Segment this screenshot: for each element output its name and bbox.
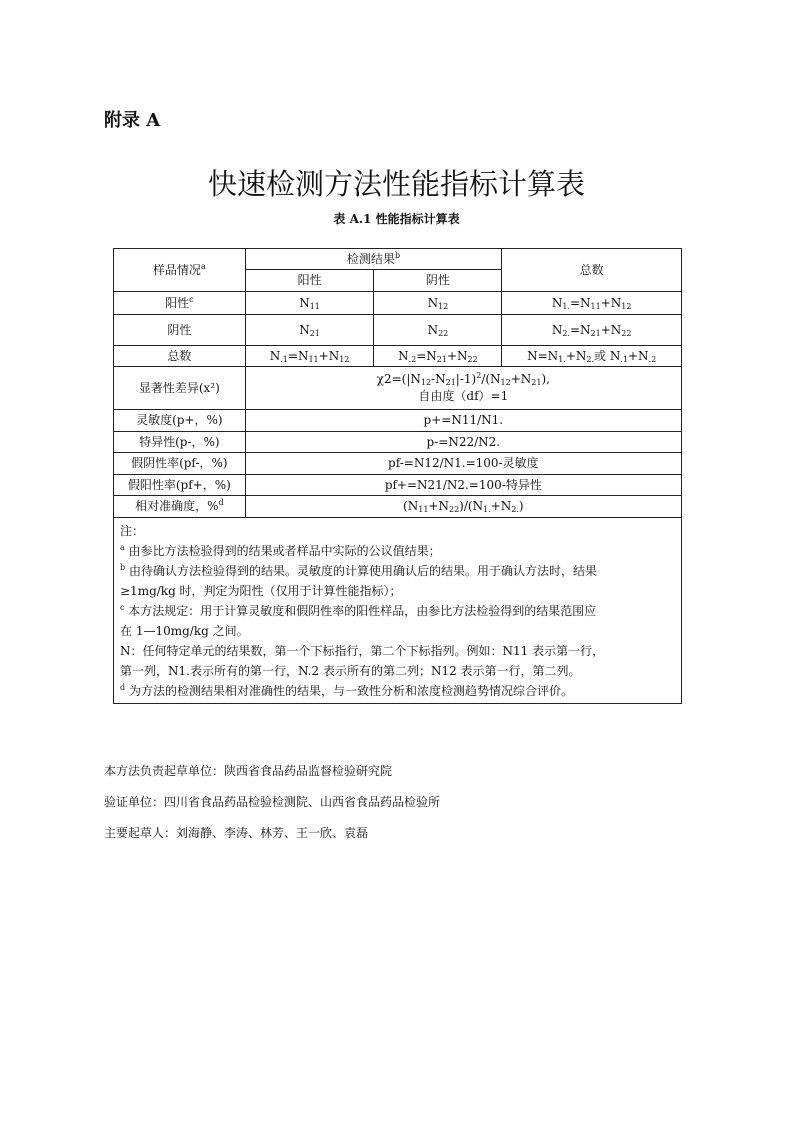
table-row <box>114 453 682 475</box>
note-n-cont: 第一列，N1.表示所有的第一行，N.2 表示所有的第二列；N12 表示第一行，第二列。 <box>120 664 581 678</box>
note-d <box>120 681 675 701</box>
cell-text: =N <box>287 348 309 363</box>
cell-sub: 12 <box>420 378 432 387</box>
cell-sub: 12 <box>438 301 449 311</box>
cell-text: N <box>299 295 310 310</box>
drafting-unit: 本方法负责起草单位：陕西省食品药品监督检验研究院 <box>104 764 393 778</box>
accuracy-formula <box>245 496 681 518</box>
cell-col1-total <box>245 346 374 367</box>
cell-text: ), <box>541 372 550 386</box>
cell-sub: 12 <box>500 378 511 387</box>
positive-col-header: 阳性 <box>245 270 374 292</box>
cell-text: +N <box>490 499 512 513</box>
cell-text: N <box>299 322 310 337</box>
cell-sub: 11 <box>418 505 429 514</box>
cell-n2-total <box>502 315 682 346</box>
cell-sub: 2. <box>586 354 595 364</box>
cell-text: N=N <box>527 348 559 363</box>
accuracy-footnote: d <box>218 498 224 507</box>
cell-sub: 11 <box>590 301 601 311</box>
cell-sub: 11 <box>308 354 319 364</box>
cell-text: +N <box>446 348 468 363</box>
table-row <box>114 432 682 453</box>
sample-header: 样品情况 <box>152 262 201 277</box>
cell-sub: 12 <box>339 354 350 364</box>
cell-sub: 21 <box>436 354 447 364</box>
notes-heading: 注： <box>120 524 145 538</box>
result-header-cell <box>245 249 502 270</box>
cell-text: =N <box>569 295 591 310</box>
significance-formula <box>245 367 681 410</box>
note-mark: d <box>120 683 126 692</box>
cell-sub: 22 <box>621 328 632 338</box>
cell-sub: 2. <box>511 505 519 514</box>
cell-n22 <box>374 315 502 346</box>
cell-n21 <box>245 315 374 346</box>
row-label-false-negative: 假阴性率(pf-，%) <box>114 453 246 475</box>
note-text: 由参比方法检验得到的结果或者样品中实际的公议值结果； <box>124 544 441 558</box>
verification-unit: 验证单位：四川省食品药品检验检测院、山西省食品药品检验所 <box>104 795 441 809</box>
table-row <box>114 475 682 496</box>
cell-sub: 2. <box>562 328 570 338</box>
result-header: 检测结果 <box>346 251 395 266</box>
page-title: 快速检测方法性能指标计算表 <box>207 167 585 201</box>
cell-sub: 1. <box>558 354 566 364</box>
performance-table <box>113 248 682 704</box>
cell-text: +N <box>600 295 622 310</box>
cell-sub: .1 <box>280 354 288 364</box>
table-row <box>114 292 682 315</box>
notes-row <box>114 518 682 704</box>
header-row <box>114 249 682 270</box>
cell-n1-total <box>502 292 682 315</box>
cell-sup: 2 <box>476 371 482 380</box>
cell-text: +N <box>510 372 532 386</box>
negative-col-header: 阴性 <box>374 270 502 292</box>
row-label-accuracy <box>114 496 246 518</box>
cell-text: 或 N <box>594 348 621 363</box>
cell-sub: .1 <box>620 354 628 364</box>
note-a <box>120 541 675 561</box>
cell-sub: 21 <box>309 328 320 338</box>
cell-sub: 12 <box>621 301 632 311</box>
cell-text: =N <box>569 322 591 337</box>
cell-text: =N <box>416 348 437 363</box>
cell-sub: 11 <box>309 301 320 311</box>
row-label-sensitivity: 灵敏度(p+，%) <box>114 410 246 432</box>
cell-text: +N <box>628 348 649 363</box>
table-row <box>114 367 682 410</box>
sample-header-cell <box>114 249 246 292</box>
cell-text: -N <box>431 372 446 386</box>
row-label-text: 相对准确度，% <box>135 499 219 513</box>
sensitivity-formula: p+=N11/N1. <box>245 410 681 432</box>
positive-footnote: c <box>189 294 194 304</box>
row-label-false-positive: 假阳性率(pf+，%) <box>114 475 246 496</box>
sample-header-footnote: a <box>200 261 206 271</box>
row-label-total: 总数 <box>114 346 246 367</box>
note-mark: c <box>120 603 125 612</box>
cell-text: )/(N <box>459 499 484 513</box>
cell-text: N <box>551 322 563 337</box>
cell-text: N <box>551 295 563 310</box>
cell-n11 <box>245 292 374 315</box>
cell-text: |-1) <box>455 372 477 386</box>
cell-text: N <box>269 348 281 363</box>
note-b-cont: ≥1mg/kg 时，判定为阳性（仅用于计算性能指标）； <box>120 584 402 598</box>
note-n: N：任何特定单元的结果数，第一个下标指行，第二个下标指列。例如：N11 表示第一行， <box>120 644 605 658</box>
false-positive-formula: pf+=N21/N2.=100-特异性 <box>245 475 681 496</box>
cell-sub: .2 <box>408 354 417 364</box>
cell-sub: 1. <box>562 301 570 311</box>
cell-sub: 21 <box>445 378 456 387</box>
chi-square-formula <box>250 371 677 388</box>
table-notes <box>114 518 682 704</box>
appendix-label: 附录 A <box>104 110 161 131</box>
drafters: 主要起草人：刘海静、李涛、林芳、王一欣、袁磊 <box>104 826 369 840</box>
cell-col2-total <box>374 346 502 367</box>
note-text: 本方法规定：用于计算灵敏度和假阴性率的阳性样品，由参比方法检验得到的结果范围应 <box>124 604 597 618</box>
table-row <box>114 410 682 432</box>
cell-text: +N <box>318 348 340 363</box>
cell-text: /(N <box>481 372 501 386</box>
false-negative-formula: pf-=N12/N1.=100-灵敏度 <box>245 453 681 475</box>
row-label-negative: 阴性 <box>114 315 246 346</box>
cell-sub: .2 <box>648 354 657 364</box>
total-header: 总数 <box>502 249 682 292</box>
cell-n12 <box>374 292 502 315</box>
cell-text: +N <box>565 348 587 363</box>
cell-text: N <box>427 322 439 337</box>
note-mark: a <box>120 543 125 552</box>
table-row <box>114 346 682 367</box>
result-header-footnote: b <box>394 250 401 260</box>
row-label-specificity: 特异性(p-，%) <box>114 432 246 453</box>
note-c-cont: 在 1—10mg/kg 之间。 <box>120 624 249 638</box>
cell-sub: 21 <box>590 328 601 338</box>
cell-sub: 1. <box>483 505 491 514</box>
specificity-formula: p-=N22/N2. <box>245 432 681 453</box>
table-row <box>114 496 682 518</box>
cell-text: χ2=(|N <box>376 372 421 386</box>
cell-text: (N <box>403 499 419 513</box>
cell-text: +N <box>428 499 449 513</box>
cell-text: N <box>398 348 409 363</box>
row-label-significance: 显著性差异(x²) <box>114 367 246 410</box>
table-row <box>114 315 682 346</box>
row-label-positive <box>114 292 246 315</box>
cell-text: ) <box>518 499 524 513</box>
cell-sub: 22 <box>448 505 460 514</box>
note-c <box>120 601 675 621</box>
row-label-text: 阳性 <box>165 295 190 310</box>
cell-sub: 22 <box>467 354 478 364</box>
cell-text: +N <box>600 322 622 337</box>
note-text: 由待确认方法检验得到的结果。灵敏度的计算使用确认后的结果。用于确认方法时，结果 <box>125 564 597 578</box>
note-text: 为方法的检测结果相对准确性的结果，与一致性分析和浓度检测趋势情况综合评价。 <box>125 684 573 698</box>
cell-sub: 22 <box>438 328 449 338</box>
cell-sub: 21 <box>531 378 542 387</box>
cell-text: N <box>427 295 439 310</box>
table-title: 表 A.1 性能指标计算表 <box>333 212 460 226</box>
note-b <box>120 561 675 581</box>
degrees-of-freedom: 自由度（df）=1 <box>418 389 509 403</box>
cell-grand-total <box>502 346 682 367</box>
note-mark: b <box>120 563 126 572</box>
